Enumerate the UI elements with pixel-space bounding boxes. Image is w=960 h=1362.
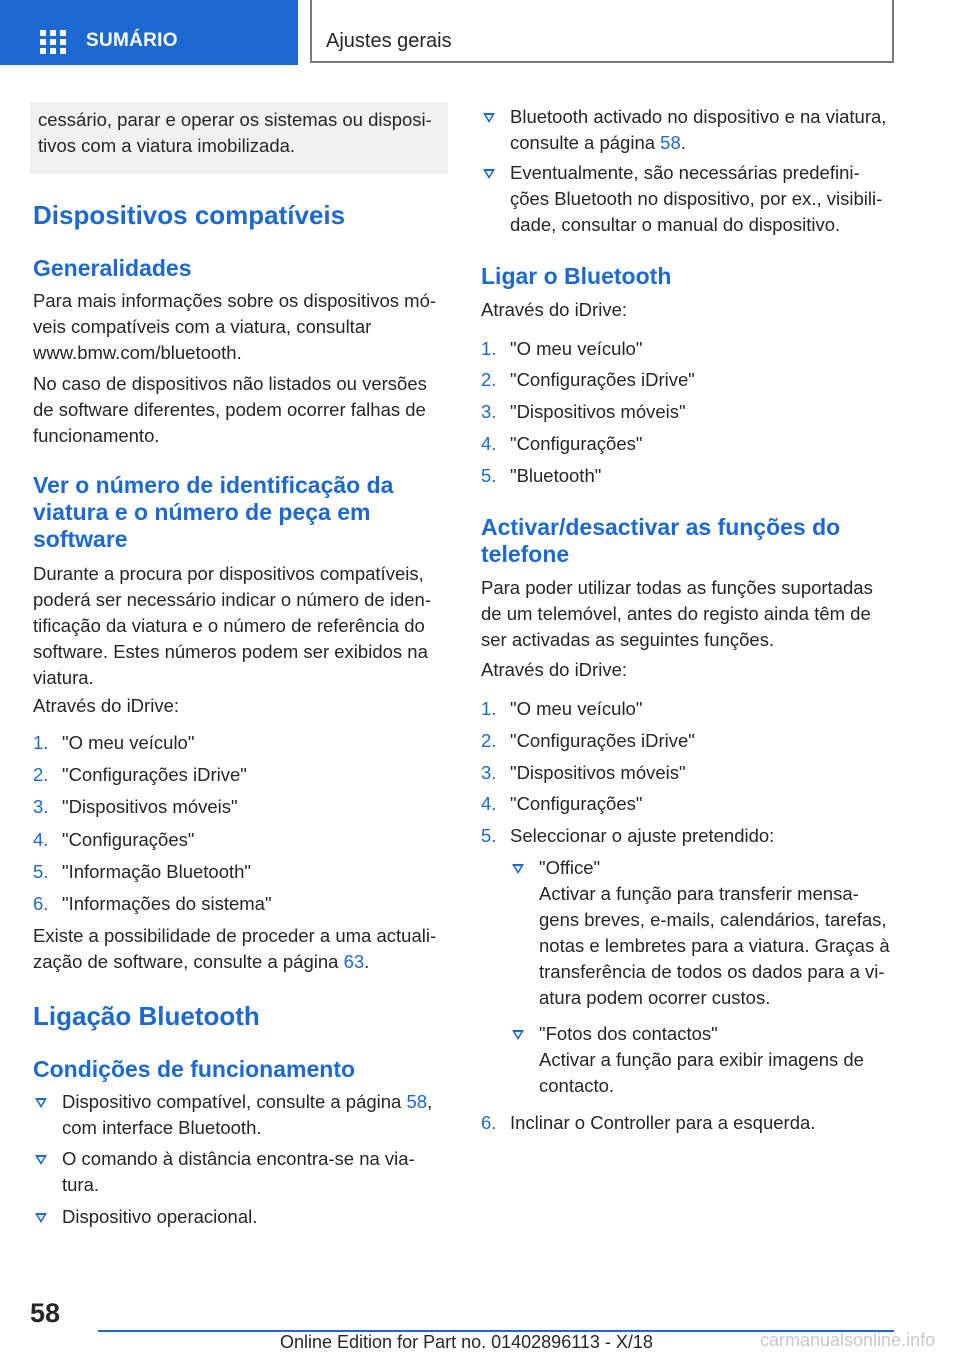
bullet-triangle-icon (35, 1155, 47, 1165)
heading-line: telefone (481, 541, 570, 567)
step-number: 3. (481, 401, 497, 422)
heading-bluetooth-connection: Ligação Bluetooth (33, 1001, 260, 1031)
intro-line-1: cessário, parar e operar os sistemas ou disposi- (38, 109, 432, 130)
step-number: 4. (481, 793, 497, 814)
heading-line: viatura e o número de peça em (33, 499, 371, 525)
text-line: atura podem ocorrer custos. (539, 987, 771, 1008)
step-number: 6. (481, 1112, 497, 1133)
bullet-triangle-icon (512, 1030, 524, 1040)
toc-label: SUMÁRIO (86, 30, 178, 51)
bullet-text (539, 855, 890, 1011)
step-number: 5. (481, 465, 497, 486)
text-line: dade, consultar o manual do dispositivo. (510, 214, 841, 235)
text-line: tura. (62, 1174, 100, 1195)
step-text: "Dispositivos móveis" (510, 401, 686, 422)
via-idrive-label: Através do iDrive: (481, 659, 627, 680)
text-line: ser activadas as seguintes funções. (481, 629, 775, 650)
text-line: , (427, 1091, 433, 1112)
text-line: notas e lembretes para a viatura. Graças à (539, 935, 890, 956)
text-line: veis compatíveis com a viatura, consultar (33, 316, 372, 337)
step-text: "Bluetooth" (510, 465, 602, 486)
grid-menu-icon (40, 30, 66, 52)
text-line: viatura. (33, 667, 94, 688)
step-number: 3. (33, 796, 49, 817)
bullet-triangle-icon (35, 1098, 47, 1108)
paragraph-identification (33, 561, 453, 691)
bullet-triangle-icon (483, 169, 495, 179)
paragraph-general-1 (33, 288, 453, 366)
paragraph-general-2 (33, 371, 453, 449)
text-line: com interface Bluetooth. (62, 1117, 262, 1138)
text-line: zação de software, consulte a página (33, 951, 344, 972)
text-line: O comando à distância encontra-se na via- (62, 1148, 415, 1169)
bullet-triangle-icon (512, 864, 524, 874)
step-number: 2. (481, 730, 497, 751)
paragraph-phone-functions (481, 575, 901, 653)
step-text: "Configurações iDrive" (510, 369, 695, 390)
intro-note-box (30, 102, 448, 174)
bullet-triangle-icon (35, 1213, 47, 1223)
watermark: carmanualsonline.info (760, 1330, 936, 1350)
step-text: "Configurações iDrive" (62, 764, 247, 785)
text-line: tificação da viatura e o número de referência do (33, 615, 425, 636)
heading-line: Activar/desactivar as funções do (481, 514, 841, 540)
step-number: 1. (481, 338, 497, 359)
heading-compatible-devices: Dispositivos compatíveis (33, 200, 346, 230)
text-line: Dispositivo compatível, consulte a página (62, 1091, 407, 1112)
step-text: Inclinar o Controller para a esquerda. (510, 1112, 816, 1133)
page-link-58[interactable]: 58 (406, 1091, 428, 1112)
text-line: contacto. (539, 1075, 615, 1096)
step-text: "Informação Bluetooth" (62, 861, 251, 882)
text-line: . (680, 132, 686, 153)
text-line: de software diferentes, podem ocorrer falhas de (33, 399, 426, 420)
step-number: 3. (481, 762, 497, 783)
text-line: Activar a função para transferir mensa- (539, 883, 859, 904)
option-label: "Office" (539, 857, 601, 878)
step-number: 6. (33, 893, 49, 914)
bullet-text (539, 1021, 864, 1099)
step-text: "O meu veículo" (510, 338, 643, 359)
text-line: Durante a procura por dispositivos compatíveis, (33, 563, 424, 584)
step-text: "Dispositivos móveis" (62, 796, 238, 817)
text-line: Activar a função para exibir imagens de (539, 1049, 864, 1070)
heading-line: software (33, 526, 128, 552)
text-line: ções Bluetooth no dispositivo, por ex., visibili- (510, 188, 883, 209)
text-line: transferência de todos os dados para a vi- (539, 961, 885, 982)
text-line: Eventualmente, são necessárias predefini- (510, 162, 860, 183)
page-number: 58 (30, 1298, 61, 1328)
text-line: poderá ser necessário indicar o número de iden- (33, 589, 431, 610)
heading-line: Ver o número de identificação da (33, 472, 394, 498)
step-text: "O meu veículo" (62, 732, 195, 753)
page-link-63[interactable]: 63 (343, 951, 365, 972)
step-number: 4. (481, 433, 497, 454)
step-text: "Dispositivos móveis" (510, 762, 686, 783)
toc-button[interactable] (0, 0, 298, 65)
step-number: 1. (33, 732, 49, 753)
heading-connect-bluetooth: Ligar o Bluetooth (481, 263, 672, 289)
step-number: 4. (33, 829, 49, 850)
text-line: No caso de dispositivos não listados ou versões (33, 373, 427, 394)
text-line: funcionamento. (33, 425, 160, 446)
paragraph-software-update (33, 923, 453, 975)
step-number: 2. (33, 764, 49, 785)
step-number: 5. (481, 825, 497, 846)
edition-text: Online Edition for Part no. 01402896113 - X/18 (280, 1332, 653, 1352)
step-text: "Configurações" (510, 433, 643, 454)
text-line: Bluetooth activado no dispositivo e na viatura, (510, 106, 887, 127)
page-link-58[interactable]: 58 (660, 132, 681, 153)
via-idrive-label: Através do iDrive: (481, 299, 627, 320)
text-line: software. Estes números podem ser exibidos na (33, 641, 428, 662)
text-line: gens breves, e-mails, calendários, tarefas, (539, 909, 887, 930)
step-text: "O meu veículo" (510, 698, 643, 719)
text-line: Existe a possibilidade de proceder a uma actuali- (33, 925, 437, 946)
text-line: www.bmw.com/bluetooth. (33, 342, 242, 363)
heading-identification (33, 472, 393, 553)
bullet-text (62, 1089, 432, 1141)
text-line: de um telemóvel, antes do registo ainda têm de (481, 603, 871, 624)
heading-operating-conditions: Condições de funcionamento (33, 1056, 356, 1082)
text-line: consulte a página (510, 132, 661, 153)
text-line: . (364, 951, 370, 972)
option-label: "Fotos dos contactos" (539, 1023, 718, 1044)
bullet-text: Dispositivo operacional. (62, 1206, 258, 1227)
step-text: "Configurações" (510, 793, 643, 814)
step-number: 5. (33, 861, 49, 882)
intro-note (38, 107, 438, 159)
intro-line-2: tivos com a viatura imobilizada. (38, 135, 296, 156)
bullet-text (510, 104, 886, 156)
text-line: Para poder utilizar todas as funções suportadas (481, 577, 873, 598)
step-number: 2. (481, 369, 497, 390)
text-line: Para mais informações sobre os dispositivos mó- (33, 290, 437, 311)
section-title: Ajustes gerais (326, 30, 452, 52)
step-number: 1. (481, 698, 497, 719)
bullet-text (510, 160, 882, 238)
bullet-text (62, 1146, 415, 1198)
step-text: "Informações do sistema" (62, 893, 272, 914)
step-text: "Configurações" (62, 829, 195, 850)
heading-general: Generalidades (33, 255, 192, 281)
heading-phone-functions (481, 514, 840, 568)
bullet-triangle-icon (483, 113, 495, 123)
step-text: "Configurações iDrive" (510, 730, 695, 751)
step-text: Seleccionar o ajuste pretendido: (510, 825, 775, 846)
via-idrive-label: Através do iDrive: (33, 695, 179, 716)
